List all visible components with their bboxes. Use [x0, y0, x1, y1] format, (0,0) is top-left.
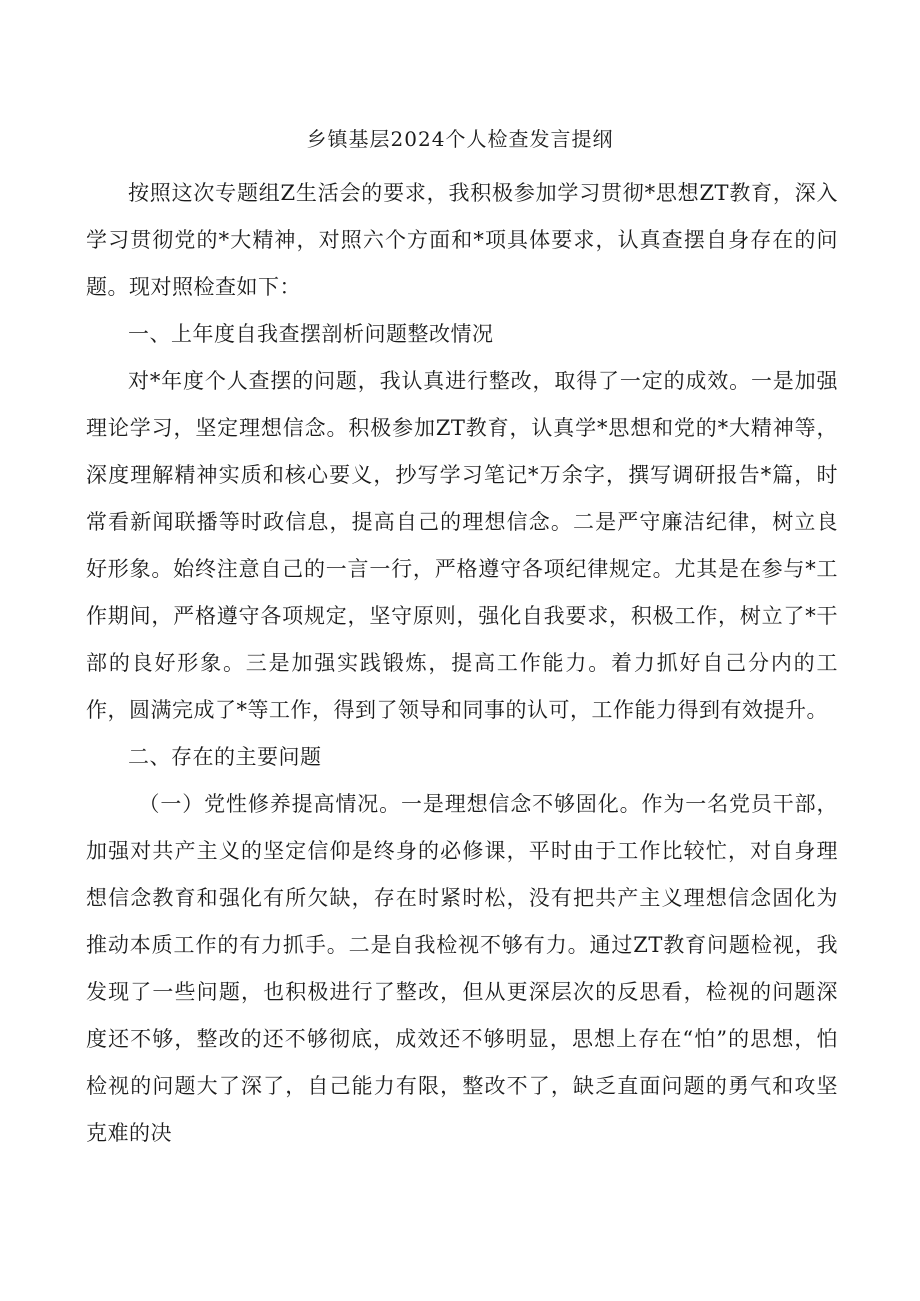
intro-paragraph: 按照这次专题组Z生活会的要求，我积极参加学习贯彻*思想ZT教育，深入学习贯彻党的*大精神，对照六个方面和*项具体要求，认真查摆自身存在的问题。现对照检查如下： — [86, 181, 838, 299]
section-1-heading: 一、上年度自我查摆剖析问题整改情况 — [128, 322, 494, 346]
section-2-heading: 二、存在的主要问题 — [128, 745, 322, 769]
section-2-paragraph: （一）党性修养提高情况。一是理想信念不够固化。作为一名党员干部，加强对共产主义的坚定信仰是终身的必修课，平时由于工作比较忙，对自身理想信念教育和强化有所欠缺，存在时紧时松，没有把共产主义理想信念固化为推动本质工作的有力抓手。二是自我检视不够有力。通过ZT教育问题检视，我发现了一些问题，也积极进行了整改，但从更深层次的反思看，检视的问题深度还不够，整改的还不够彻底，成效还不够明显，思想上存在“怕”的思想，怕检视的问题大了深了，自己能力有限，整改不了，缺乏直面问题的勇气和攻坚克难的决 — [86, 792, 838, 1145]
section-1-paragraph: 对*年度个人查摆的问题，我认真进行整改，取得了一定的成效。一是加强理论学习，坚定理想信念。积极参加ZT教育，认真学*思想和党的*大精神等，深度理解精神实质和核心要义，抄写学习笔记*万余字，撰写调研报告*篇，时常看新闻联播等时政信息，提高自己的理想信念。二是严守廉洁纪律，树立良好形象。始终注意自己的一言一行，严格遵守各项纪律规定。尤其是在参与*工作期间，严格遵守各项规定，坚守原则，强化自我要求，积极工作，树立了*干部的良好形象。三是加强实践锻炼，提高工作能力。着力抓好自己分内的工作，圆满完成了*等工作，得到了领导和同事的认可，工作能力得到有效提升。 — [86, 369, 838, 722]
document-body — [86, 170, 838, 1157]
document-title: 乡镇基层2024个人检查发言提纲 — [306, 127, 614, 151]
